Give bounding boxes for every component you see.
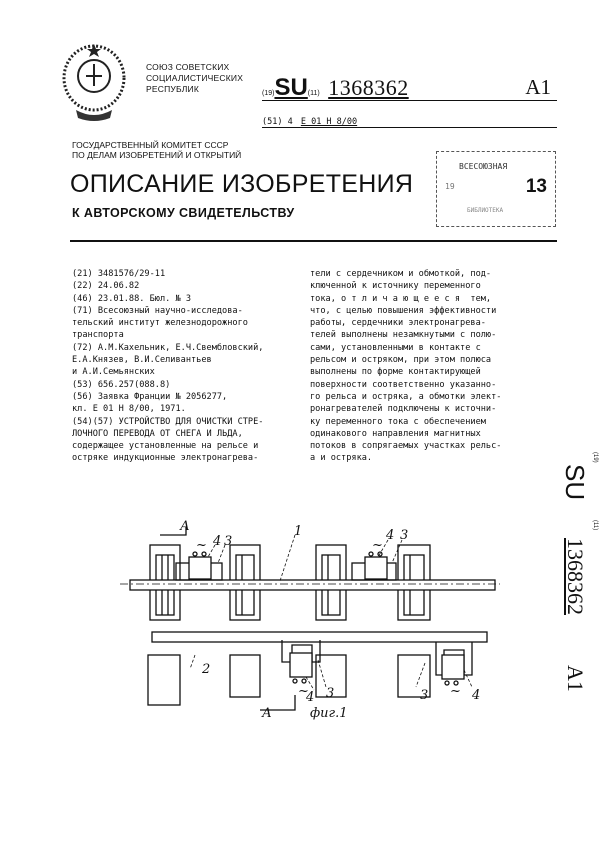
biblio-entry: (71) Всесоюзный научно-исследова- тельский институт железнодорожного транспорта: [72, 305, 248, 341]
ac-symbol: ~: [372, 538, 383, 553]
side-kind: A1: [563, 665, 588, 692]
code-11: (11): [307, 90, 320, 97]
side-patent-number: [540, 450, 600, 710]
header-rule: [70, 240, 557, 242]
label-winding: 4: [306, 690, 315, 705]
claim-paragraph: тели с сердечником и обмоткой, под- ключенной к источнику переменного тока, о т л и ч а ю щ е е с я тем, что, с целью повышения эффективности работы, сердечники электронагрева- телей выполнены незамкнутыми с полю- сами, установленными в контакте с рельсом и остряком, при этом полюса выполнены по форме контактирующей поверхности соответственно указанно- го рельса и остряка, а обмотки элект- ронагревателей подключены к источни- ку переменного тока с обеспечением одинакового направления магнитных потоков в сопрягаемых участках рельс- а и остряка.: [310, 269, 502, 464]
label-core: 3: [224, 534, 233, 549]
country-code: SU: [274, 74, 308, 101]
ac-symbol: ~: [196, 538, 207, 553]
ussr-emblem-icon: [60, 40, 128, 124]
heater-top-left: [176, 552, 222, 580]
heater-bottom-mid: [282, 640, 320, 683]
ipc-classification: [262, 117, 557, 128]
ac-symbol: ~: [298, 684, 309, 699]
union-line: СОЦИАЛИСТИЧЕСКИХ: [146, 73, 244, 83]
section-label-a-bottom: А: [262, 706, 272, 720]
document-title: ОПИСАНИЕ ИЗОБРЕТЕНИЯ: [70, 170, 414, 198]
figure-caption: фиг.1: [310, 706, 348, 720]
section-label-a: А: [180, 519, 190, 534]
committee-line: ПО ДЕЛАМ ИЗОБРЕТЕНИЙ И ОТКРЫТИЙ: [72, 150, 242, 160]
patent-number: 1368362: [328, 75, 409, 100]
stamp-number: 13: [525, 176, 547, 197]
biblio-entry: (46) 23.01.88. Бюл. № 3: [72, 293, 191, 304]
stamp-side: 19: [445, 182, 455, 191]
ac-symbol: ~: [450, 684, 461, 699]
union-name: [146, 62, 243, 95]
biblio-entry: (21) 3481576/29-11: [72, 269, 166, 279]
patent-number-block: [262, 74, 557, 101]
heater-top-right: [352, 552, 396, 580]
code-19: (19): [262, 90, 275, 97]
label-rail: 1: [294, 524, 303, 539]
union-line: СОЮЗ СОВЕТСКИХ: [146, 62, 230, 72]
sleeper-lower: [148, 655, 180, 705]
stamp-line: БИБЛИОТЕКА: [467, 207, 504, 214]
label-winding: 4: [472, 688, 481, 703]
label-point-blade: 2: [202, 662, 211, 677]
biblio-entry: (72) А.М.Кахельник, Е.Ч.Свембловский, Е.А.Князев, В.И.Селивантьев и А.И.Семьянских: [72, 342, 264, 378]
side-code-11: (11): [592, 520, 598, 531]
kind-code: A1: [525, 75, 551, 99]
stamp-line: ВСЕСОЮЗНАЯ: [459, 162, 508, 171]
side-number: 1368362: [563, 538, 588, 615]
label-core: 3: [326, 686, 335, 701]
document-subtitle: К АВТОРСКОМУ СВИДЕТЕЛЬСТВУ: [72, 206, 295, 220]
label-core: 3: [420, 688, 429, 703]
label-winding: 4: [213, 534, 222, 549]
ipc-value: E 01 H 8/00: [300, 117, 358, 127]
ipc-code-label: (51) 4: [262, 117, 293, 127]
figure-1-drawing: [120, 505, 500, 720]
claim-text: [310, 268, 550, 465]
committee-line: ГОСУДАРСТВЕННЫЙ КОМИТЕТ СССР: [72, 140, 229, 150]
biblio-entry: (56) Заявка Франции № 2056277, кл. E 01 H 8/00, 1971.: [72, 391, 228, 415]
bibliographic-data: [72, 268, 300, 465]
side-country: SU: [560, 464, 590, 501]
biblio-entry: (54)(57) УСТРОЙСТВО ДЛЯ ОЧИСТКИ СТРЕ- ЛОЧНОГО ПЕРЕВОДА ОТ СНЕГА И ЛЬДА, содержащее установленные на рельсе и остряке индукционные электронагрева-: [72, 416, 264, 464]
committee: [72, 140, 241, 160]
union-line: РЕСПУБЛИК: [146, 84, 200, 94]
label-winding: 4: [386, 528, 395, 543]
heater-bottom-right: [436, 642, 472, 685]
biblio-entry: (53) 656.257(088.8): [72, 379, 171, 390]
library-stamp: [436, 151, 556, 227]
side-code-19: (19): [592, 452, 598, 463]
label-core: 3: [400, 528, 409, 543]
biblio-entry: (22) 24.06.82: [72, 281, 140, 292]
rail: [130, 580, 495, 590]
sleeper-lower: [230, 655, 260, 697]
